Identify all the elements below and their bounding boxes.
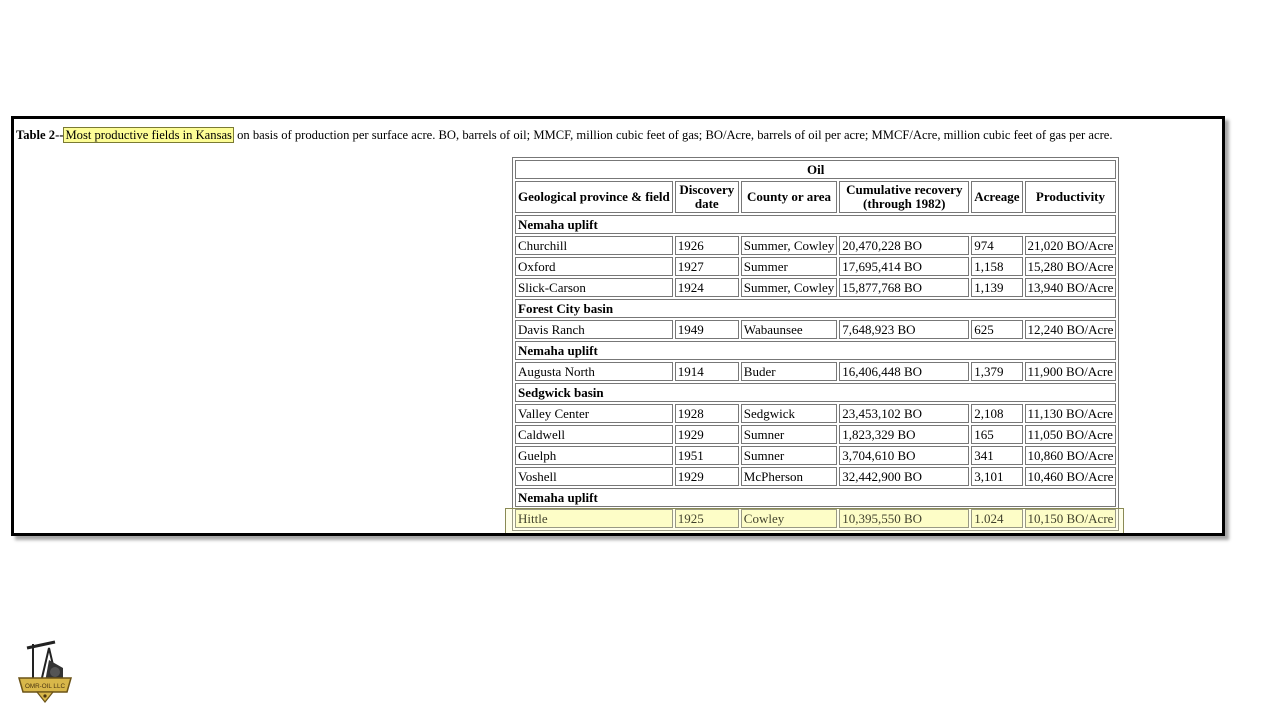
cell-field: Churchill [515,236,673,255]
cell-productivity: 10,860 BO/Acre [1025,446,1117,465]
cell-productivity: 15,280 BO/Acre [1025,257,1117,276]
province-label: Nemaha uplift [515,341,1116,360]
cell-recovery: 3,704,610 BO [839,446,969,465]
header-productivity: Productivity [1025,181,1117,213]
header-province-field: Geological province & field [515,181,673,213]
cell-field: Slick-Carson [515,278,673,297]
cell-productivity: 10,460 BO/Acre [1025,467,1117,486]
cell-productivity: 11,050 BO/Acre [1025,425,1117,444]
cell-acreage: 165 [971,425,1022,444]
cell-date: 1928 [675,404,739,423]
cell-date: 1924 [675,278,739,297]
province-label: Sedgwick basin [515,383,1116,402]
table-caption [16,127,1113,144]
table-row [515,509,1116,528]
province-row [515,215,1116,234]
table-row [515,404,1116,423]
cell-field: Valley Center [515,404,673,423]
cell-date: 1925 [675,509,739,528]
cell-acreage: 1,158 [971,257,1022,276]
cell-county: Summer, Cowley [741,278,837,297]
pumpjack-icon [27,642,63,682]
cell-productivity: 12,240 BO/Acre [1025,320,1117,339]
cell-field: Hittle [515,509,673,528]
caption-label: Table 2-- [16,128,64,142]
table-row [515,236,1116,255]
cell-field: Davis Ranch [515,320,673,339]
cell-date: 1929 [675,467,739,486]
table-row [515,362,1116,381]
cell-date: 1914 [675,362,739,381]
header-cumulative-recovery: Cumulative recovery (through 1982) [839,181,969,213]
cell-recovery: 23,453,102 BO [839,404,969,423]
cell-county: Wabaunsee [741,320,837,339]
cell-county: Buder [741,362,837,381]
header-acreage: Acreage [971,181,1022,213]
cell-acreage: 341 [971,446,1022,465]
company-logo [15,638,75,704]
table-row [515,278,1116,297]
cell-date: 1926 [675,236,739,255]
cell-recovery: 10,395,550 BO [839,509,969,528]
province-row [515,488,1116,507]
table-row [515,320,1116,339]
table-row [515,425,1116,444]
header-county: County or area [741,181,837,213]
province-label: Nemaha uplift [515,488,1116,507]
province-label: Nemaha uplift [515,215,1116,234]
cell-acreage: 3,101 [971,467,1022,486]
table-panel [11,116,1225,536]
cell-date: 1951 [675,446,739,465]
cell-recovery: 7,648,923 BO [839,320,969,339]
header-discovery-date: Discovery date [675,181,739,213]
cell-acreage: 1,139 [971,278,1022,297]
table-row [515,257,1116,276]
cell-field: Augusta North [515,362,673,381]
group-header-oil: Oil [515,160,1116,179]
province-label: Forest City basin [515,299,1116,318]
cell-county: Summer [741,257,837,276]
cell-acreage: 1.024 [971,509,1022,528]
cell-acreage: 974 [971,236,1022,255]
cell-recovery: 15,877,768 BO [839,278,969,297]
cell-county: Cowley [741,509,837,528]
table-body [515,215,1116,528]
province-row [515,341,1116,360]
cell-county: Summer, Cowley [741,236,837,255]
cell-acreage: 2,108 [971,404,1022,423]
caption-highlight[interactable]: Most productive fields in Kansas [65,128,232,142]
province-row [515,299,1116,318]
cell-county: Sumner [741,425,837,444]
oil-fields-table [512,157,1119,531]
cell-productivity: 21,020 BO/Acre [1025,236,1117,255]
cell-productivity: 13,940 BO/Acre [1025,278,1117,297]
cell-recovery: 1,823,329 BO [839,425,969,444]
cell-recovery: 16,406,448 BO [839,362,969,381]
cell-acreage: 625 [971,320,1022,339]
cell-field: Oxford [515,257,673,276]
cell-date: 1927 [675,257,739,276]
cell-field: Guelph [515,446,673,465]
table-row [515,467,1116,486]
cell-productivity: 11,130 BO/Acre [1025,404,1117,423]
cell-recovery: 17,695,414 BO [839,257,969,276]
cell-date: 1929 [675,425,739,444]
table-row [515,446,1116,465]
cell-acreage: 1,379 [971,362,1022,381]
cell-productivity: 10,150 BO/Acre [1025,509,1117,528]
cell-county: Sedgwick [741,404,837,423]
logo-text: OMR-OIL LLC [24,683,66,690]
cell-county: McPherson [741,467,837,486]
cell-county: Sumner [741,446,837,465]
cell-field: Voshell [515,467,673,486]
province-row [515,383,1116,402]
cell-date: 1949 [675,320,739,339]
cell-recovery: 20,470,228 BO [839,236,969,255]
cell-productivity: 11,900 BO/Acre [1025,362,1117,381]
caption-text: on basis of production per surface acre. BO, barrels of oil; MMCF, million cubic feet of gas; BO/Acre, barrels of oil per acre; MMCF/Acre, million cubic feet of gas per acre. [233,128,1113,142]
cell-recovery: 32,442,900 BO [839,467,969,486]
cell-field: Caldwell [515,425,673,444]
column-header-row [515,181,1116,213]
